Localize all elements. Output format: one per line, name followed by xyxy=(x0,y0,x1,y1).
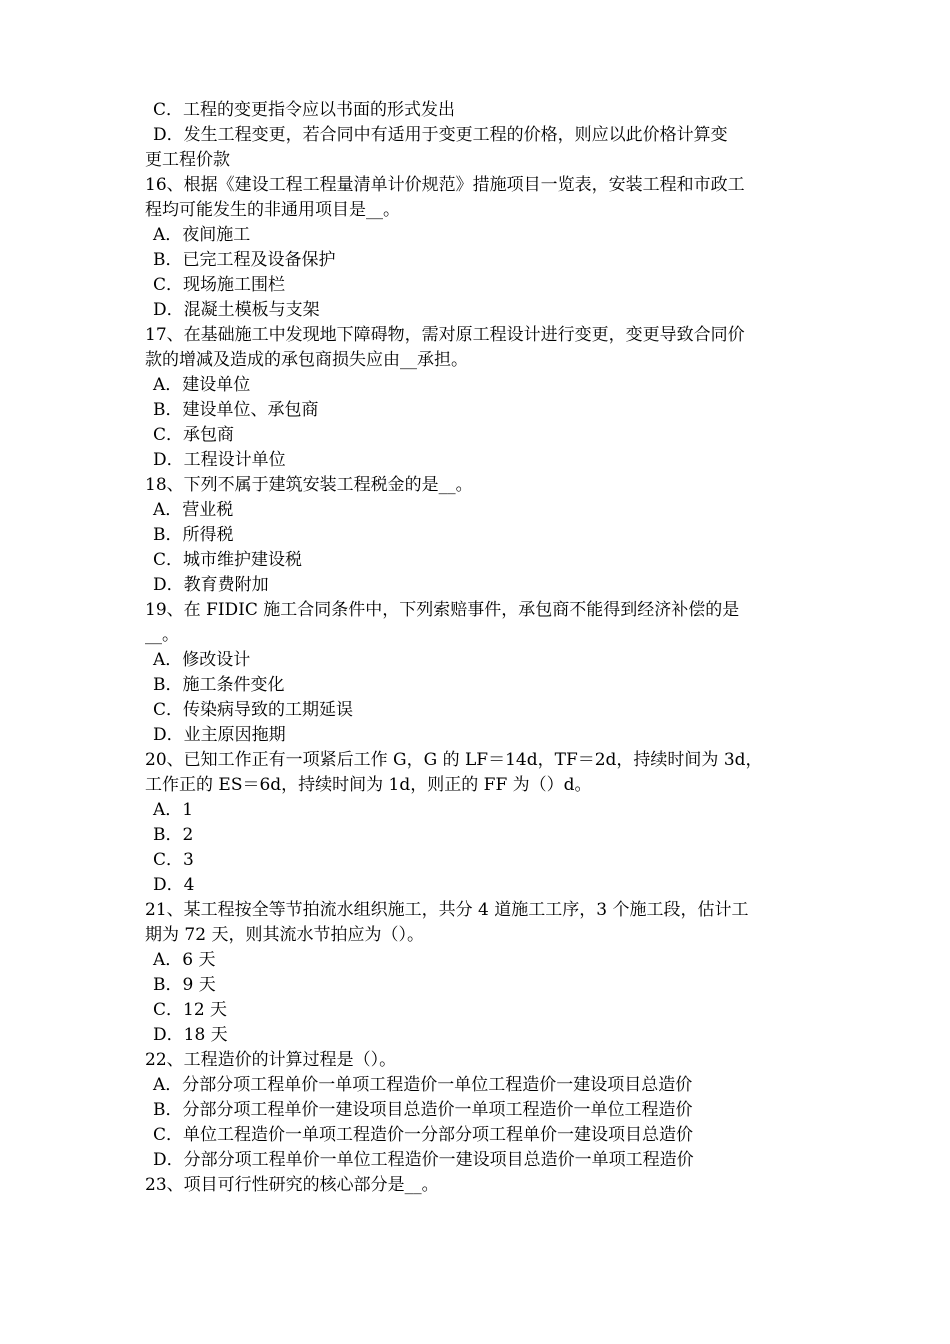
question-line: 18、下列不属于建筑安装工程税金的是__。 xyxy=(145,475,473,495)
option-line: B．2 xyxy=(153,825,194,845)
option-line: C．传染病导致的工期延误 xyxy=(153,700,354,720)
question-line: 程均可能发生的非通用项目是__。 xyxy=(145,200,400,220)
option-line: B．已完工程及设备保护 xyxy=(153,250,336,270)
option-line: C．12 天 xyxy=(153,1000,228,1020)
option-line: A．营业税 xyxy=(153,500,234,520)
option-line: C．3 xyxy=(153,850,194,870)
option-line: D．分部分项工程单价一单位工程造价一建设项目总造价一单项工程造价 xyxy=(153,1150,694,1170)
question-line: 款的增减及造成的承包商损失应由__承担。 xyxy=(145,350,468,370)
option-line: D．混凝土模板与支架 xyxy=(153,300,320,320)
option-line: B．施工条件变化 xyxy=(153,675,285,695)
option-line: D．发生工程变更，若合同中有适用于变更工程的价格，则应以此价格计算变 xyxy=(153,125,728,145)
option-line: A．修改设计 xyxy=(153,650,251,670)
option-line: A．分部分项工程单价一单项工程造价一单位工程造价一建设项目总造价 xyxy=(153,1075,693,1095)
option-line: D．4 xyxy=(153,875,195,895)
question-line: 21、某工程按全等节拍流水组织施工，共分 4 道施工工序，3 个施工段，估计工 xyxy=(145,900,749,920)
option-line: D．18 天 xyxy=(153,1025,228,1045)
question-line: 17、在基础施工中发现地下障碍物，需对原工程设计进行变更，变更导致合同价 xyxy=(145,325,745,345)
text-line: 更工程价款 xyxy=(145,150,230,170)
question-line: __。 xyxy=(145,625,179,645)
question-line: 工作正的 ES＝6d，持续时间为 1d，则正的 FF 为（）d。 xyxy=(145,775,592,795)
option-line: D．教育费附加 xyxy=(153,575,269,595)
option-line: C．城市维护建设税 xyxy=(153,550,303,570)
question-line: 19、在 FIDIC 施工合同条件中，下列索赔事件，承包商不能得到经济补偿的是 xyxy=(145,600,740,620)
option-line: D．业主原因拖期 xyxy=(153,725,286,745)
option-line: A．夜间施工 xyxy=(153,225,251,245)
question-line: 22、工程造价的计算过程是（）。 xyxy=(145,1050,397,1070)
option-line: B．建设单位、承包商 xyxy=(153,400,319,420)
option-line: C．现场施工围栏 xyxy=(153,275,286,295)
option-line: C．承包商 xyxy=(153,425,235,445)
option-line: C．工程的变更指令应以书面的形式发出 xyxy=(153,100,456,120)
question-line: 16、根据《建设工程工程量清单计价规范》措施项目一览表，安装工程和市政工 xyxy=(145,175,745,195)
question-line: 23、项目可行性研究的核心部分是__。 xyxy=(145,1175,439,1195)
option-line: C．单位工程造价一单项工程造价一分部分项工程单价一建设项目总造价 xyxy=(153,1125,694,1145)
option-line: A．1 xyxy=(153,800,194,820)
option-line: A．建设单位 xyxy=(153,375,251,395)
option-line: B．分部分项工程单价一建设项目总造价一单项工程造价一单位工程造价 xyxy=(153,1100,693,1120)
question-line: 期为 72 天，则其流水节拍应为（）。 xyxy=(145,925,424,945)
question-line: 20、已知工作正有一项紧后工作 G，G 的 LF＝14d，TF＝2d，持续时间为 3d， xyxy=(145,750,763,770)
option-line: A．6 天 xyxy=(153,950,216,970)
document-page xyxy=(145,98,817,1198)
option-line: B．所得税 xyxy=(153,525,234,545)
option-line: D．工程设计单位 xyxy=(153,450,286,470)
option-line: B．9 天 xyxy=(153,975,216,995)
